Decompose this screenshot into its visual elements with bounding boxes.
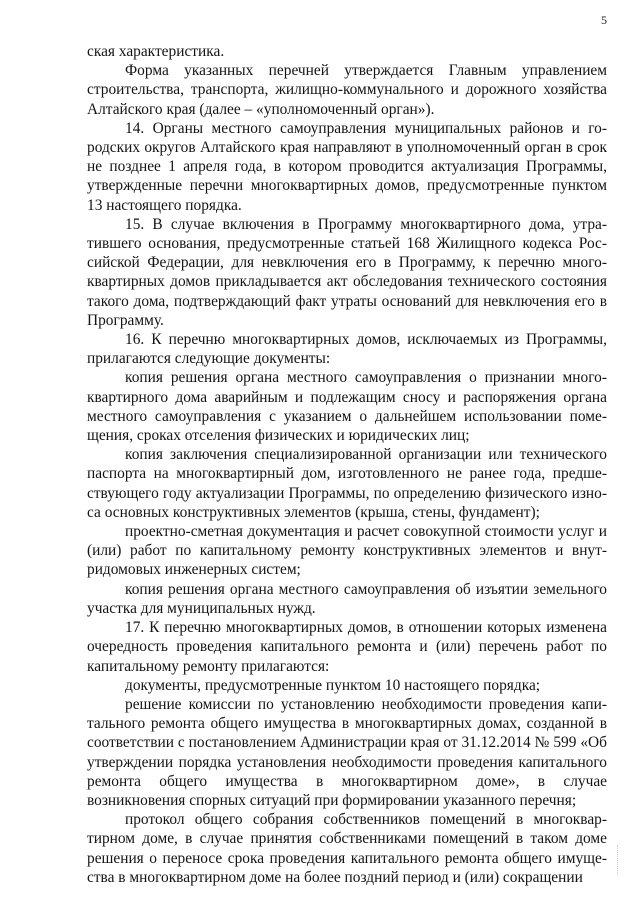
list-item-17-2: решение комиссии по установлению необходимости проведения капитального ремонта общего имущества в многоквартирных домах, созданной в соответствии с постановлением Администрации края от 31.12.2014 № 599 «Об утверждении порядка установления необходимости проведения капитального ремонта общего имущества в многоквартирном доме», в случае возникновения спорных ситуаций при формировании указанного перечня; <box>87 695 607 809</box>
paragraph-item-14: 14. Органы местного самоуправления муниципальных районов и городских округов Алтайского края направляют в уполномоченный орган в срок не позднее 1 апреля года, в котором проводится актуализация Программы, утвержденные перечни многоквартирных домов, предусмотренные пунктом 13 настоящего порядка. <box>87 119 607 214</box>
list-item-17-3: протокол общего собрания собственников помещений в многоквартирном доме, в случае принятия собственниками помещений в таком доме решения о переносе срока проведения капитального ремонта общего имущества в многоквартирном доме на более поздний период и (или) сокращении <box>87 811 607 886</box>
document-body <box>87 42 607 887</box>
list-item-16-4: копия решения органа местного самоуправления об изъятии земельного участка для муниципальных нужд. <box>87 580 607 617</box>
paragraph-item-17: 17. К перечню многоквартирных домов, в отношении которых изменена очередность проведения капитального ремонта и (или) перечень работ по капитальному ремонту прилагаются: <box>87 619 607 675</box>
page-number: 5 <box>601 13 607 27</box>
paragraph-item-16: 16. К перечню многоквартирных домов, исключаемых из Программы, прилагаются следующие документы: <box>87 331 607 368</box>
list-item-17-1: документы, предусмотренные пунктом 10 настоящего порядка; <box>125 676 541 694</box>
list-item-16-2: копия заключения специализированной организации или технического паспорта на многоквартирный дом, изготовленного не ранее года, предшествующего году актуализации Программы, по определению физического износа основных конструктивных элементов (крыша, стены, фундамент); <box>87 446 607 521</box>
paragraph-form-approval: Форма указанных перечней утверждается Главным управлением строительства, транспорта, жилищно-коммунального и дорожного хозяйства Алтайского края (далее – «уполномоченный орган»). <box>87 62 607 118</box>
scan-artifact <box>615 845 618 875</box>
list-item-16-3: проектно-сметная документация и расчет совокупной стоимости услуг и (или) работ по капитальному ремонту конструктивных элементов и внутридомовых инженерных систем; <box>87 523 607 579</box>
paragraph-continuation: ская характеристика. <box>87 43 225 60</box>
list-item-16-1: копия решения органа местного самоуправления о признании многоквартирного дома аварийным и подлежащим сносу и распоряжения органа местного самоуправления с указанием о дальнейшем использовании помещения, сроках отселения физических и юридических лиц; <box>87 369 607 445</box>
paragraph-item-15: 15. В случае включения в Программу многоквартирного дома, утратившего основания, предусмотренные статьей 168 Жилищного кодекса Российской Федерации, для невключения его в Программу, к перечню многоквартирных домов прикладывается акт обследования технического состояния такого дома, подтверждающий факт утраты оснований для невключения его в Программу. <box>87 215 607 329</box>
